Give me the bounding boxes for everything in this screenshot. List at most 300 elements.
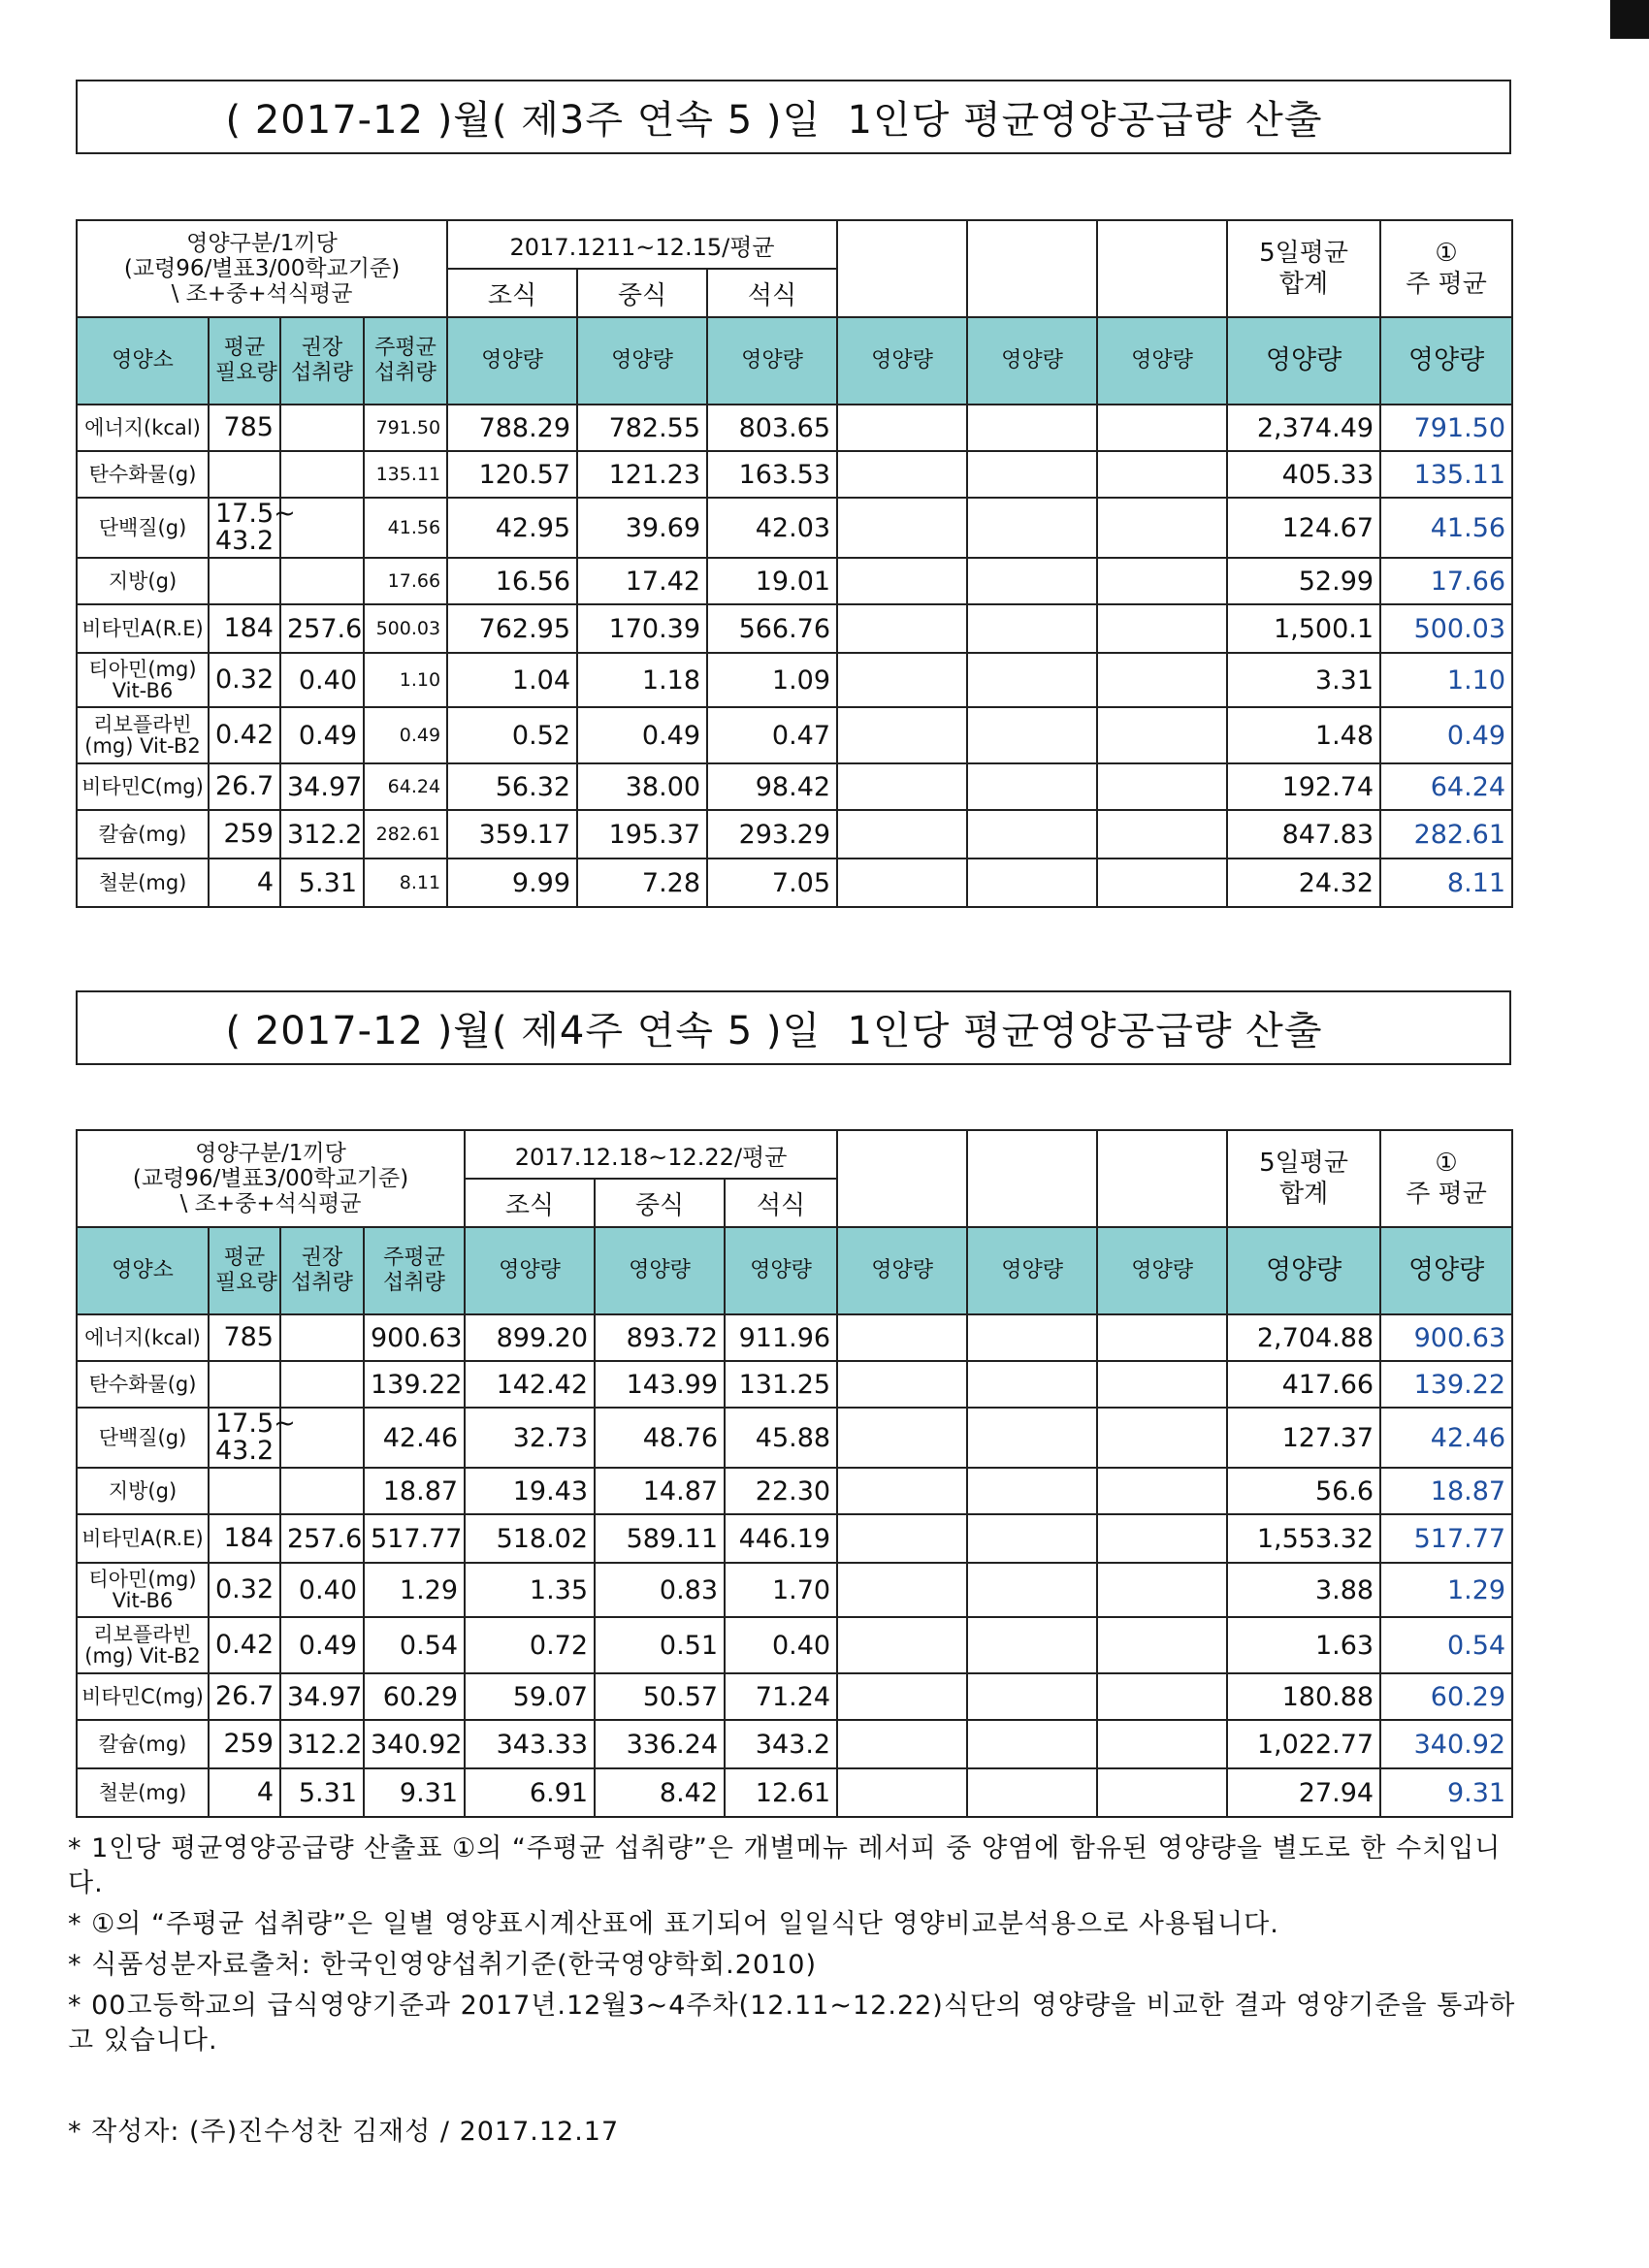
avg-requirement-cell: 26.7 — [209, 1673, 280, 1720]
empty-cell — [967, 1468, 1097, 1514]
table-row — [77, 604, 1512, 653]
five-day-sum-cell: 27.94 — [1227, 1768, 1380, 1817]
five-day-sum-cell: 24.32 — [1227, 859, 1380, 907]
weekly-average-cell: 517.77 — [1380, 1514, 1512, 1563]
empty-cell — [1097, 1720, 1227, 1768]
breakfast-amount-cell: 120.57 — [447, 451, 577, 498]
dinner-amount-cell: 293.29 — [707, 810, 837, 859]
avg-requirement-cell: 259 — [209, 810, 280, 859]
lunch-amount-cell: 48.76 — [595, 1408, 725, 1468]
col-amount: 영양량 — [725, 1227, 837, 1314]
col-recommended: 권장 섭취량 — [280, 317, 364, 405]
col-nutrient: 영양소 — [77, 1227, 209, 1314]
empty-cell — [967, 1361, 1097, 1408]
col-amount: 영양량 — [465, 1227, 595, 1314]
table-row — [77, 498, 1512, 558]
weekly-intake-cell: 500.03 — [364, 604, 447, 653]
weekly-average-cell: 282.61 — [1380, 810, 1512, 859]
breakfast-amount-cell: 42.95 — [447, 498, 577, 558]
weekly-intake-cell: 0.49 — [364, 707, 447, 763]
weekly-average-cell: 17.66 — [1380, 558, 1512, 604]
avg-requirement-cell: 17.5~ 43.2 — [209, 1408, 280, 1468]
breakfast-amount-cell: 518.02 — [465, 1514, 595, 1563]
avg-requirement-cell: 184 — [209, 604, 280, 653]
weekly-average-cell: 0.54 — [1380, 1617, 1512, 1673]
col-amount: 영양량 — [1380, 317, 1512, 405]
recommended-intake-cell — [280, 405, 364, 451]
weekly-average-cell: 0.49 — [1380, 707, 1512, 763]
five-day-line-1: 5일평균 — [1259, 1149, 1349, 1178]
breakfast-amount-cell: 19.43 — [465, 1468, 595, 1514]
empty-header — [1097, 1130, 1227, 1227]
lunch-amount-cell: 121.23 — [577, 451, 707, 498]
empty-cell — [967, 1563, 1097, 1617]
category-line-1: 영양구분/1끼당 — [186, 231, 338, 256]
five-day-sum-cell: 52.99 — [1227, 558, 1380, 604]
recommended-intake-cell: 257.6 — [280, 1514, 364, 1563]
table-row — [77, 1563, 1512, 1617]
dinner-amount-cell: 71.24 — [725, 1673, 837, 1720]
empty-cell — [837, 1408, 967, 1468]
empty-cell — [1097, 1468, 1227, 1514]
five-day-sum-cell: 3.31 — [1227, 653, 1380, 707]
dinner-amount-cell: 163.53 — [707, 451, 837, 498]
breakfast-amount-cell: 899.20 — [465, 1314, 595, 1361]
category-header — [77, 1130, 465, 1227]
nutrient-name-cell: 비타민C(mg) — [77, 1673, 209, 1720]
weekly-average-cell: 9.31 — [1380, 1768, 1512, 1817]
weekly-line-2: 주 평균 — [1406, 1180, 1487, 1209]
empty-cell — [837, 1361, 967, 1408]
table-row — [77, 1768, 1512, 1817]
col-weekly-intake: 주평균 섭취량 — [364, 317, 447, 405]
breakfast-amount-cell: 343.33 — [465, 1720, 595, 1768]
empty-cell — [967, 859, 1097, 907]
weekly-average-cell: 60.29 — [1380, 1673, 1512, 1720]
date-range: 2017.1211~12.15/평균 — [447, 220, 837, 269]
meal-lunch: 중식 — [577, 269, 707, 317]
lunch-amount-cell: 336.24 — [595, 1720, 725, 1768]
avg-requirement-cell: 4 — [209, 859, 280, 907]
footnotes — [68, 1831, 1523, 2064]
lunch-amount-cell: 0.83 — [595, 1563, 725, 1617]
breakfast-amount-cell: 32.73 — [465, 1408, 595, 1468]
dinner-amount-cell: 22.30 — [725, 1468, 837, 1514]
column-header-row — [77, 317, 1512, 405]
meal-dinner: 석식 — [725, 1179, 837, 1227]
empty-cell — [837, 498, 967, 558]
dinner-amount-cell: 0.47 — [707, 707, 837, 763]
col-amount: 영양량 — [837, 1227, 967, 1314]
nutrient-name-cell: 탄수화물(g) — [77, 1361, 209, 1408]
breakfast-amount-cell: 762.95 — [447, 604, 577, 653]
weekly-intake-cell: 17.66 — [364, 558, 447, 604]
weekly-average-cell: 135.11 — [1380, 451, 1512, 498]
weekly-intake-cell: 18.87 — [364, 1468, 465, 1514]
five-day-sum-cell: 180.88 — [1227, 1673, 1380, 1720]
recommended-intake-cell: 5.31 — [280, 1768, 364, 1817]
footnote: * 00고등학교의 급식영양기준과 2017년.12월3~4주차(12.11~12.22)식단의 영양량을 비교한 결과 영양기준을 통과하고 있습니다. — [68, 1991, 1516, 2056]
section-1-title-b: 1인당 평균영양공급량 산출 — [847, 98, 1323, 143]
empty-cell — [967, 1720, 1097, 1768]
avg-requirement-cell: 26.7 — [209, 763, 280, 810]
avg-requirement-cell — [209, 451, 280, 498]
col-amount: 영양량 — [577, 317, 707, 405]
empty-cell — [837, 405, 967, 451]
lunch-amount-cell: 38.00 — [577, 763, 707, 810]
five-day-line-2: 합계 — [1278, 1180, 1329, 1209]
table-row — [77, 1314, 1512, 1361]
dinner-amount-cell: 19.01 — [707, 558, 837, 604]
empty-cell — [1097, 451, 1227, 498]
empty-cell — [837, 810, 967, 859]
nutrient-name-cell: 칼슘(mg) — [77, 810, 209, 859]
avg-requirement-cell — [209, 1361, 280, 1408]
breakfast-amount-cell: 359.17 — [447, 810, 577, 859]
col-amount: 영양량 — [837, 317, 967, 405]
empty-cell — [967, 763, 1097, 810]
avg-requirement-cell: 259 — [209, 1720, 280, 1768]
five-day-sum-cell: 1.63 — [1227, 1617, 1380, 1673]
breakfast-amount-cell: 9.99 — [447, 859, 577, 907]
empty-header — [1097, 220, 1227, 317]
empty-cell — [837, 1617, 967, 1673]
empty-cell — [837, 1768, 967, 1817]
lunch-amount-cell: 50.57 — [595, 1673, 725, 1720]
weekly-intake-cell: 1.29 — [364, 1563, 465, 1617]
weekly-intake-cell: 139.22 — [364, 1361, 465, 1408]
five-day-sum-cell: 1,553.32 — [1227, 1514, 1380, 1563]
breakfast-amount-cell: 0.52 — [447, 707, 577, 763]
empty-cell — [837, 558, 967, 604]
weekly-average-cell: 900.63 — [1380, 1314, 1512, 1361]
five-day-sum-cell: 127.37 — [1227, 1408, 1380, 1468]
nutrient-name-cell: 에너지(kcal) — [77, 1314, 209, 1361]
avg-requirement-cell: 785 — [209, 405, 280, 451]
weekly-intake-cell: 791.50 — [364, 405, 447, 451]
empty-cell — [837, 1673, 967, 1720]
recommended-intake-cell: 0.49 — [280, 1617, 364, 1673]
empty-cell — [837, 604, 967, 653]
empty-cell — [837, 653, 967, 707]
dinner-amount-cell: 1.09 — [707, 653, 837, 707]
weekly-intake-cell: 1.10 — [364, 653, 447, 707]
five-day-line-1: 5일평균 — [1259, 239, 1348, 268]
dinner-amount-cell: 131.25 — [725, 1361, 837, 1408]
dinner-amount-cell: 98.42 — [707, 763, 837, 810]
recommended-intake-cell — [280, 1468, 364, 1514]
breakfast-amount-cell: 1.35 — [465, 1563, 595, 1617]
category-line-2: (교령96/별표3/00학교기준) — [132, 1166, 409, 1191]
meal-breakfast: 조식 — [465, 1179, 595, 1227]
weekly-intake-cell: 41.56 — [364, 498, 447, 558]
table-row — [77, 405, 1512, 451]
recommended-intake-cell: 34.97 — [280, 763, 364, 810]
empty-cell — [1097, 1408, 1227, 1468]
nutrient-name-cell: 단백질(g) — [77, 498, 209, 558]
empty-cell — [967, 604, 1097, 653]
lunch-amount-cell: 8.42 — [595, 1768, 725, 1817]
table-row — [77, 707, 1512, 763]
lunch-amount-cell: 170.39 — [577, 604, 707, 653]
empty-cell — [1097, 405, 1227, 451]
dinner-amount-cell: 7.05 — [707, 859, 837, 907]
avg-requirement-cell — [209, 558, 280, 604]
avg-requirement-cell: 0.42 — [209, 1617, 280, 1673]
table-row — [77, 1468, 1512, 1514]
footnote: * 식품성분자료출처: 한국인영양섭취기준(한국영양학회.2010) — [68, 1950, 818, 1980]
section-2-body — [77, 1314, 1512, 1817]
weekly-intake-cell: 135.11 — [364, 451, 447, 498]
table-row — [77, 1617, 1512, 1673]
lunch-amount-cell: 7.28 — [577, 859, 707, 907]
section-2-title — [76, 990, 1511, 1065]
nutrient-name-cell: 단백질(g) — [77, 1408, 209, 1468]
empty-cell — [1097, 604, 1227, 653]
category-line-2: (교령96/별표3/00학교기준) — [123, 256, 401, 281]
recommended-intake-cell: 5.31 — [280, 859, 364, 907]
nutrient-name-cell: 비타민A(R.E) — [77, 1514, 209, 1563]
empty-cell — [1097, 810, 1227, 859]
nutrient-name-cell: 티아민(mg) Vit-B6 — [77, 653, 209, 707]
col-amount: 영양량 — [967, 317, 1097, 405]
weekly-intake-cell: 0.54 — [364, 1617, 465, 1673]
section-1-title-a: ( 2017-12 )월( 제3주 연속 5 )일 — [225, 98, 822, 143]
lunch-amount-cell: 39.69 — [577, 498, 707, 558]
five-day-sum-cell: 1.48 — [1227, 707, 1380, 763]
section-1-title — [76, 80, 1511, 154]
category-line-3: \ 조+중+석식평균 — [171, 281, 353, 307]
empty-cell — [967, 451, 1097, 498]
col-amount: 영양량 — [1380, 1227, 1512, 1314]
nutrient-name-cell: 리보플라빈(mg) Vit-B2 — [77, 1617, 209, 1673]
breakfast-amount-cell: 59.07 — [465, 1673, 595, 1720]
table-row — [77, 1720, 1512, 1768]
meal-dinner: 석식 — [707, 269, 837, 317]
empty-cell — [1097, 763, 1227, 810]
weekly-intake-cell: 517.77 — [364, 1514, 465, 1563]
recommended-intake-cell: 0.49 — [280, 707, 364, 763]
weekly-intake-cell: 42.46 — [364, 1408, 465, 1468]
lunch-amount-cell: 893.72 — [595, 1314, 725, 1361]
empty-cell — [837, 1314, 967, 1361]
empty-cell — [1097, 1563, 1227, 1617]
empty-cell — [1097, 1514, 1227, 1563]
avg-requirement-cell: 184 — [209, 1514, 280, 1563]
empty-cell — [837, 763, 967, 810]
weekly-header — [1380, 1130, 1512, 1227]
weekly-average-cell: 340.92 — [1380, 1720, 1512, 1768]
breakfast-amount-cell: 16.56 — [447, 558, 577, 604]
lunch-amount-cell: 0.51 — [595, 1617, 725, 1673]
empty-cell — [837, 859, 967, 907]
five-day-sum-cell: 2,374.49 — [1227, 405, 1380, 451]
weekly-average-cell: 1.10 — [1380, 653, 1512, 707]
five-day-sum-cell: 1,022.77 — [1227, 1720, 1380, 1768]
empty-cell — [837, 707, 967, 763]
empty-cell — [837, 451, 967, 498]
weekly-average-cell: 1.29 — [1380, 1563, 1512, 1617]
weekly-line-1: ① — [1435, 1149, 1458, 1178]
recommended-intake-cell: 257.6 — [280, 604, 364, 653]
empty-cell — [967, 1514, 1097, 1563]
empty-header — [837, 220, 967, 317]
col-amount: 영양량 — [1227, 317, 1380, 405]
table-row — [77, 558, 1512, 604]
five-day-sum-cell: 192.74 — [1227, 763, 1380, 810]
empty-cell — [837, 1720, 967, 1768]
section-2-title-a: ( 2017-12 )월( 제4주 연속 5 )일 — [225, 1009, 822, 1053]
weekly-intake-cell: 64.24 — [364, 763, 447, 810]
empty-cell — [967, 1617, 1097, 1673]
five-day-sum-cell: 56.6 — [1227, 1468, 1380, 1514]
weekly-average-cell: 64.24 — [1380, 763, 1512, 810]
col-amount: 영양량 — [967, 1227, 1097, 1314]
col-amount: 영양량 — [595, 1227, 725, 1314]
empty-header — [967, 220, 1097, 317]
nutrient-name-cell: 비타민A(R.E) — [77, 604, 209, 653]
lunch-amount-cell: 0.49 — [577, 707, 707, 763]
footnote: * 1인당 평균영양공급량 산출표 ①의 “주평균 섭취량”은 개별메뉴 레서피 중 양염에 함유된 영양량을 별도로 한 수치입니다. — [68, 1833, 1502, 1898]
avg-requirement-cell: 17.5~ 43.2 — [209, 498, 280, 558]
dinner-amount-cell: 911.96 — [725, 1314, 837, 1361]
empty-cell — [837, 1468, 967, 1514]
dinner-amount-cell: 1.70 — [725, 1563, 837, 1617]
empty-cell — [1097, 1768, 1227, 1817]
empty-cell — [967, 1673, 1097, 1720]
five-day-sum-cell: 417.66 — [1227, 1361, 1380, 1408]
section-1-table — [76, 219, 1513, 908]
empty-cell — [837, 1514, 967, 1563]
dinner-amount-cell: 42.03 — [707, 498, 837, 558]
nutrient-name-cell: 칼슘(mg) — [77, 1720, 209, 1768]
lunch-amount-cell: 1.18 — [577, 653, 707, 707]
weekly-intake-cell: 340.92 — [364, 1720, 465, 1768]
lunch-amount-cell: 17.42 — [577, 558, 707, 604]
footnote: * ①의 “주평균 섭취량”은 일별 영양표시계산표에 표기되어 일일식단 영양비교분석용으로 사용됩니다. — [68, 1909, 1279, 1939]
empty-cell — [1097, 1314, 1227, 1361]
five-day-sum-cell: 1,500.1 — [1227, 604, 1380, 653]
empty-cell — [967, 498, 1097, 558]
lunch-amount-cell: 589.11 — [595, 1514, 725, 1563]
nutrient-name-cell: 티아민(mg) Vit-B6 — [77, 1563, 209, 1617]
recommended-intake-cell: 34.97 — [280, 1673, 364, 1720]
empty-cell — [1097, 859, 1227, 907]
empty-cell — [1097, 1673, 1227, 1720]
weekly-average-cell: 500.03 — [1380, 604, 1512, 653]
empty-cell — [1097, 498, 1227, 558]
empty-cell — [1097, 707, 1227, 763]
avg-requirement-cell: 785 — [209, 1314, 280, 1361]
empty-cell — [837, 1563, 967, 1617]
lunch-amount-cell: 14.87 — [595, 1468, 725, 1514]
avg-requirement-cell: 0.32 — [209, 1563, 280, 1617]
empty-cell — [1097, 558, 1227, 604]
date-range: 2017.12.18~12.22/평균 — [465, 1130, 837, 1179]
section-2-title-b: 1인당 평균영양공급량 산출 — [847, 1009, 1323, 1053]
empty-cell — [967, 1408, 1097, 1468]
breakfast-amount-cell: 0.72 — [465, 1617, 595, 1673]
table-row — [77, 1673, 1512, 1720]
column-header-row — [77, 1227, 1512, 1314]
empty-cell — [967, 653, 1097, 707]
weekly-average-cell: 8.11 — [1380, 859, 1512, 907]
five-day-header — [1227, 220, 1380, 317]
lunch-amount-cell: 782.55 — [577, 405, 707, 451]
recommended-intake-cell: 312.2 — [280, 810, 364, 859]
lunch-amount-cell: 143.99 — [595, 1361, 725, 1408]
avg-requirement-cell: 0.32 — [209, 653, 280, 707]
author-line: * 작성자: (주)진수성찬 김재성 / 2017.12.17 — [68, 2117, 620, 2147]
weekly-line-1: ① — [1435, 239, 1458, 268]
table-row — [77, 653, 1512, 707]
nutrient-name-cell: 리보플라빈(mg) Vit-B2 — [77, 707, 209, 763]
meal-lunch: 중식 — [595, 1179, 725, 1227]
nutrient-name-cell: 에너지(kcal) — [77, 405, 209, 451]
avg-requirement-cell: 4 — [209, 1768, 280, 1817]
dinner-amount-cell: 12.61 — [725, 1768, 837, 1817]
empty-cell — [967, 810, 1097, 859]
lunch-amount-cell: 195.37 — [577, 810, 707, 859]
dinner-amount-cell: 45.88 — [725, 1408, 837, 1468]
empty-cell — [1097, 1617, 1227, 1673]
scan-edge-mark — [1610, 0, 1649, 39]
avg-requirement-cell: 0.42 — [209, 707, 280, 763]
table-row — [77, 859, 1512, 907]
five-day-header — [1227, 1130, 1380, 1227]
nutrient-name-cell: 탄수화물(g) — [77, 451, 209, 498]
dinner-amount-cell: 343.2 — [725, 1720, 837, 1768]
nutrient-name-cell: 지방(g) — [77, 558, 209, 604]
five-day-sum-cell: 2,704.88 — [1227, 1314, 1380, 1361]
weekly-average-cell: 42.46 — [1380, 1408, 1512, 1468]
weekly-intake-cell: 282.61 — [364, 810, 447, 859]
col-amount: 영양량 — [1097, 317, 1227, 405]
weekly-intake-cell: 8.11 — [364, 859, 447, 907]
recommended-intake-cell — [280, 558, 364, 604]
table-row — [77, 810, 1512, 859]
col-recommended: 권장 섭취량 — [280, 1227, 364, 1314]
avg-requirement-cell — [209, 1468, 280, 1514]
breakfast-amount-cell: 1.04 — [447, 653, 577, 707]
category-line-1: 영양구분/1끼당 — [195, 1141, 346, 1166]
breakfast-amount-cell: 788.29 — [447, 405, 577, 451]
five-day-sum-cell: 3.88 — [1227, 1563, 1380, 1617]
weekly-average-cell: 139.22 — [1380, 1361, 1512, 1408]
weekly-average-cell: 791.50 — [1380, 405, 1512, 451]
empty-header — [837, 1130, 967, 1227]
recommended-intake-cell: 0.40 — [280, 653, 364, 707]
col-avg-req: 평균 필요량 — [209, 317, 280, 405]
recommended-intake-cell — [280, 1314, 364, 1361]
col-amount: 영양량 — [1097, 1227, 1227, 1314]
table-row — [77, 1514, 1512, 1563]
weekly-header — [1380, 220, 1512, 317]
category-line-3: \ 조+중+석식평균 — [179, 1191, 362, 1216]
empty-cell — [967, 405, 1097, 451]
col-amount: 영양량 — [1227, 1227, 1380, 1314]
breakfast-amount-cell: 56.32 — [447, 763, 577, 810]
weekly-average-cell: 41.56 — [1380, 498, 1512, 558]
weekly-line-2: 주 평균 — [1406, 270, 1487, 299]
col-weekly-intake: 주평균 섭취량 — [364, 1227, 465, 1314]
empty-cell — [967, 558, 1097, 604]
recommended-intake-cell — [280, 451, 364, 498]
weekly-average-cell: 18.87 — [1380, 1468, 1512, 1514]
col-avg-req: 평균 필요량 — [209, 1227, 280, 1314]
empty-cell — [1097, 653, 1227, 707]
nutrient-name-cell: 비타민C(mg) — [77, 763, 209, 810]
